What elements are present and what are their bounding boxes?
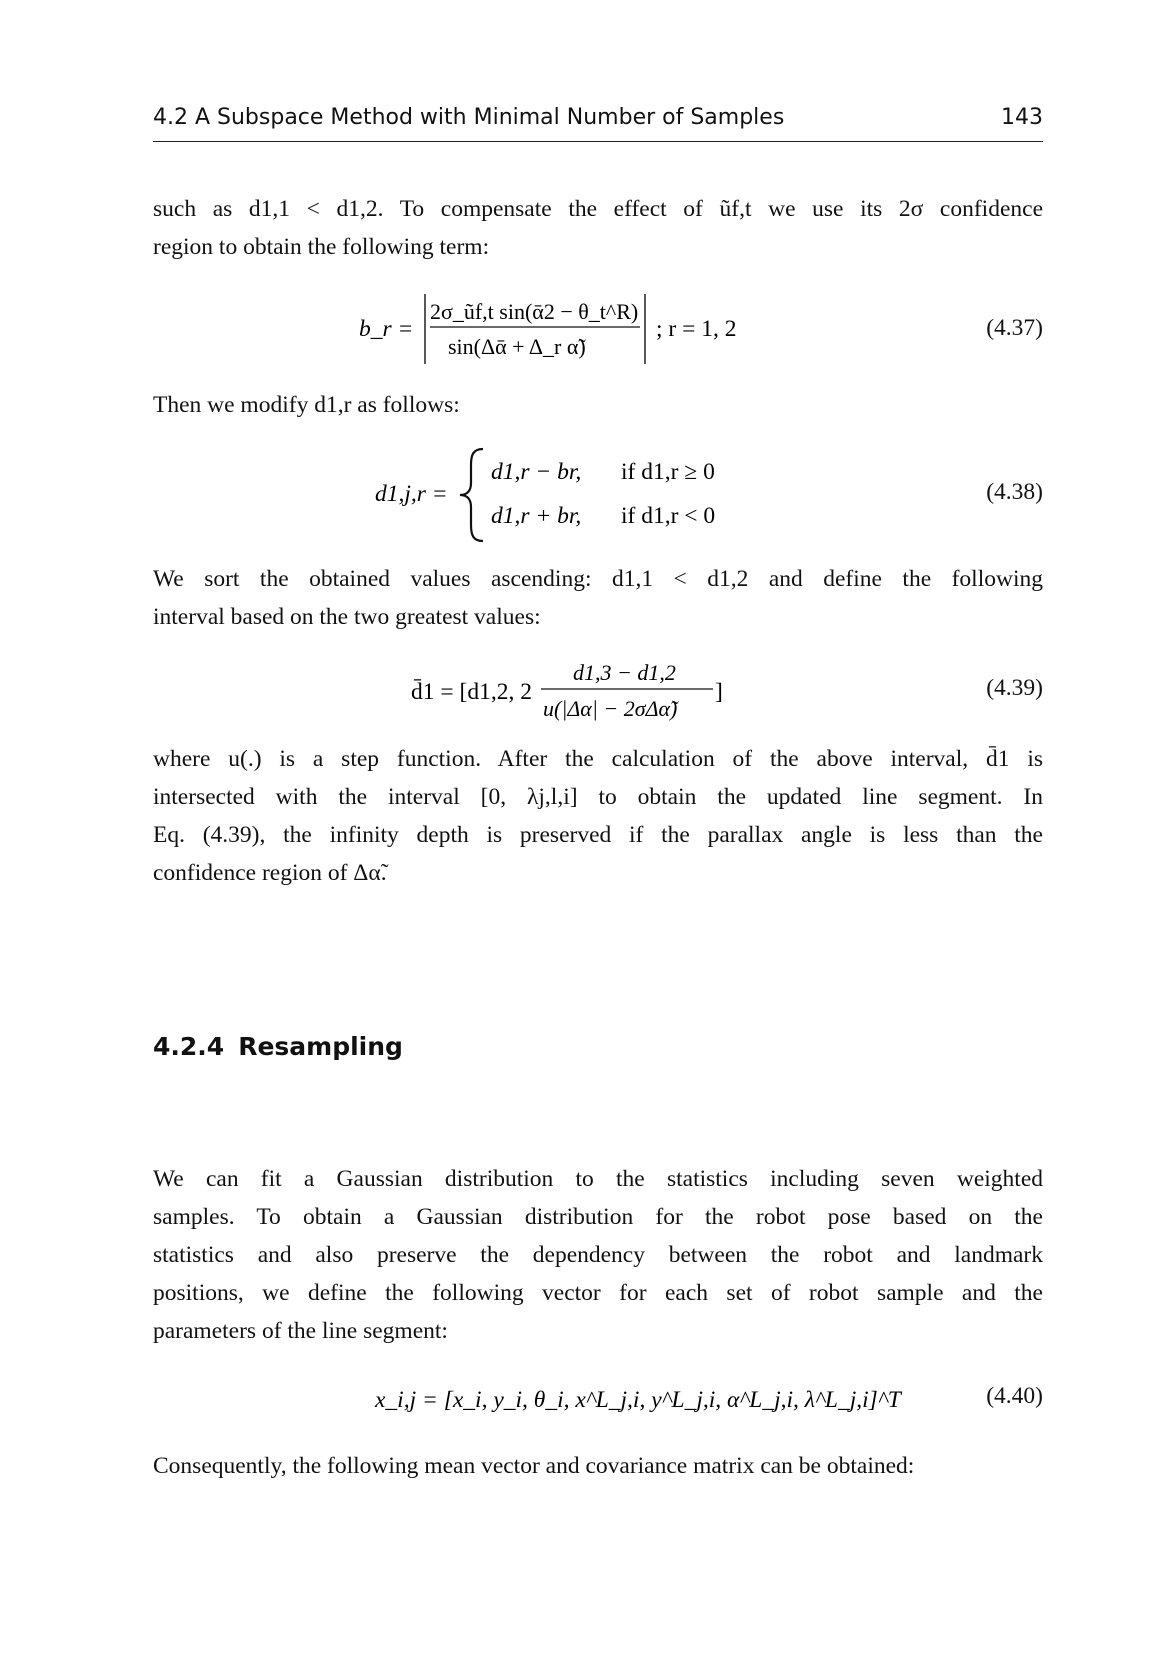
eq439-denominator: u(|Δα| − 2σΔα̃): [543, 696, 678, 721]
para5-line3: statistics and also preserve the dependency between the robot and landmark: [153, 1242, 1043, 1268]
eq437-denominator: sin(Δᾱ + Δ_r α̃): [448, 334, 586, 359]
eq438-case2-expr: d1,r + br,: [491, 503, 582, 529]
section-title: Resampling: [238, 1032, 403, 1061]
section-heading: [153, 1032, 417, 1061]
eq438-case1-expr: d1,r − br,: [491, 459, 582, 485]
equation-4-37: [153, 290, 1043, 370]
eq439-rhs: ]: [715, 679, 723, 705]
page-number: 143: [1001, 105, 1043, 130]
para1-line1: such as d1,1 < d1,2. To compensate the effect of ũf,t we use its 2σ confidence: [153, 196, 1043, 222]
para4-line1: where u(.) is a step function. After the calculation of the above interval, d̄1 is: [153, 746, 1043, 772]
para3-line1: We sort the obtained values ascending: d1,1 < d1,2 and define the following: [153, 566, 1043, 592]
paragraph-5: [153, 1160, 1043, 1350]
para5-line5: parameters of the line segment:: [153, 1318, 448, 1344]
equation-4-38-graphic: [153, 445, 1043, 545]
para5-line2: samples. To obtain a Gaussian distribution for the robot pose based on the: [153, 1204, 1043, 1230]
para2-text: Then we modify d1,r as follows:: [153, 392, 460, 418]
eq439-number: (4.39): [986, 675, 1043, 701]
eq440-number: (4.40): [986, 1383, 1043, 1409]
equation-4-39-graphic: [153, 655, 1043, 735]
paragraph-6: [153, 1447, 1043, 1485]
left-brace: [460, 449, 483, 541]
eq438-case1-cond: if d1,r ≥ 0: [621, 459, 715, 485]
equation-4-38: [153, 445, 1043, 545]
eq437-lhs: b_r =: [359, 316, 414, 342]
paragraph-3: [153, 560, 1043, 636]
running-header: [153, 101, 1043, 142]
para4-line3: Eq. (4.39), the infinity depth is preserved if the parallax angle is less than the: [153, 822, 1043, 848]
eq438-lhs: d1,j,r =: [375, 481, 448, 507]
paragraph-4: [153, 740, 1043, 892]
eq439-lhs: d̄1 = [d1,2, 2: [411, 679, 532, 705]
para6-text: Consequently, the following mean vector and covariance matrix can be obtained:: [153, 1453, 915, 1479]
eq437-number: (4.37): [986, 315, 1043, 341]
paragraph-1: [153, 190, 1043, 266]
equation-4-39: [153, 655, 1043, 735]
para1-line2: region to obtain the following term:: [153, 234, 490, 260]
equation-4-40-graphic: [153, 1375, 1043, 1425]
para5-line4: positions, we define the following vector for each set of robot sample and the: [153, 1280, 1043, 1306]
eq437-condition: ; r = 1, 2: [656, 316, 737, 342]
eq438-case2-cond: if d1,r < 0: [621, 503, 716, 529]
para4-line4: confidence region of Δα̃.: [153, 860, 387, 886]
para3-line2: interval based on the two greatest values:: [153, 604, 541, 630]
equation-4-40: [153, 1375, 1043, 1425]
eq438-number: (4.38): [986, 479, 1043, 505]
eq440-expr: x_i,j = [x_i, y_i, θ_i, x^L_j,i, y^L_j,i, α^L_j,i, λ^L_j,i]^T: [375, 1387, 901, 1413]
paragraph-2: [153, 386, 1043, 424]
section-number: 4.2.4: [153, 1032, 225, 1061]
header-title: 4.2 A Subspace Method with Minimal Number of Samples: [153, 105, 785, 130]
para5-line1: We can fit a Gaussian distribution to the statistics including seven weighted: [153, 1166, 1043, 1192]
eq437-numerator: 2σ_ũf,t sin(ᾱ2 − θ_t^R): [430, 299, 639, 324]
equation-4-37-graphic: [153, 290, 1043, 370]
eq439-numerator: d1,3 − d1,2: [573, 660, 676, 685]
para4-line2: intersected with the interval [0, λj,l,i] to obtain the updated line segment. In: [153, 784, 1043, 810]
